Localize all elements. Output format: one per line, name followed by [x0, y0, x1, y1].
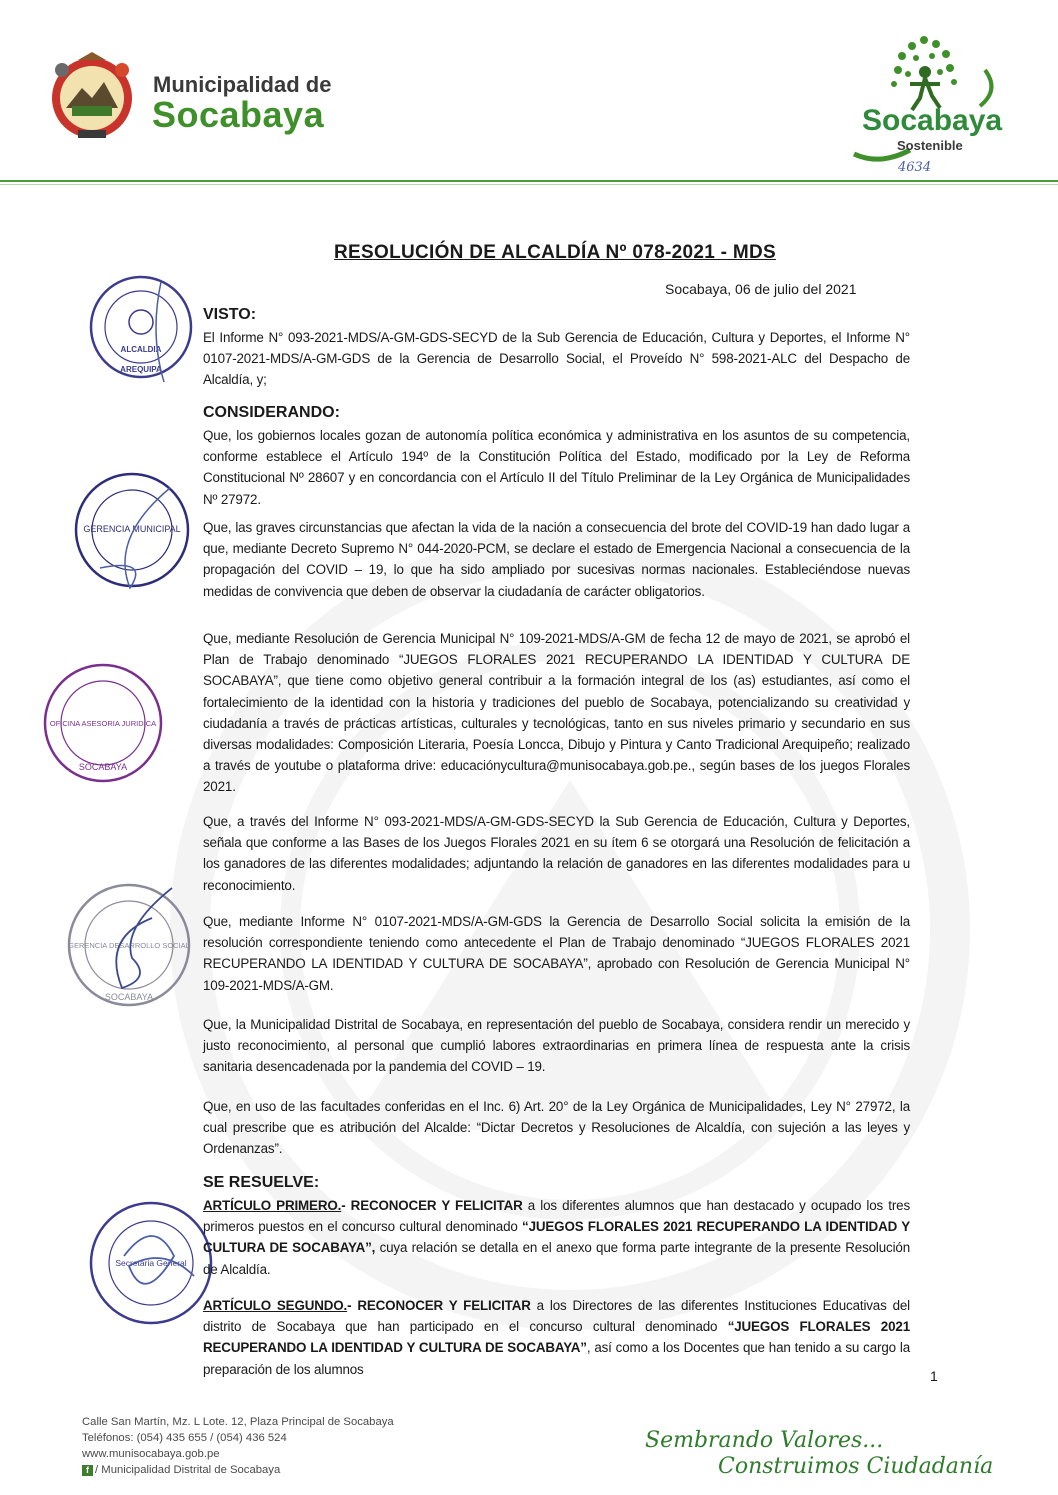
footer-address: Calle San Martín, Mz. L Lote. 12, Plaza Principal de Socabaya: [82, 1416, 394, 1428]
stamp-alcaldia-bottom: AREQUIPA: [120, 365, 162, 374]
org-name-line2: Socabaya: [152, 94, 325, 135]
footer-facebook: / Municipalidad Distrital de Socabaya: [95, 1464, 281, 1476]
considerando-paragraph: Que, mediante Informe N° 0107-2021-MDS/A-GM-GDS la Gerencia de Desarrollo Social solicita la emisión de la resolución correspondiente teniendo como antecedente el Plan de Trabajo denominado “JUEGOS FLORALES 2021 RECUPERANDO LA IDENTIDAD Y CULTURA DE SOCABAYA”, aprobado con Resolución de Gerencia Municipal N° 109-2021-MDS/A-GM.: [203, 914, 910, 993]
stamp-juridica-bottom: SOCABAYA: [78, 762, 128, 772]
art1-action: - RECONOCER Y FELICITAR: [341, 1198, 523, 1213]
stamp-gerencia-municipal: [70, 468, 195, 593]
articulo-primero: [203, 1195, 910, 1280]
footer-phones: Teléfonos: (054) 435 655 / (054) 436 524: [82, 1432, 287, 1444]
art1-text2: cuya relación se detalla en el anexo que forma parte integrante de la presente Resolución de Alcaldía.: [203, 1240, 911, 1277]
footer-contact: [82, 1414, 394, 1478]
stamp-desarrollo-social: [62, 878, 197, 1013]
art1-event: “JUEGOS FLORALES 2021 RECUPERANDO LA IDENTIDAD Y CULTURA DE SOCABAYA”,: [203, 1219, 910, 1256]
slogan-line2: Construimos Ciudadanía: [718, 1454, 994, 1479]
art1-text1: a los diferentes alumnos que han destacado y ocupado los tres primeros puestos en el concurso cultural denominado: [203, 1198, 910, 1235]
municipal-crest-logo: [48, 50, 136, 142]
document-title: RESOLUCIÓN DE ALCALDÍA Nº 078-2021 - MDS: [334, 242, 776, 263]
stamp-alcaldia-center: ALCALDIA: [120, 345, 162, 354]
footer-facebook-row[interactable]: [82, 1462, 394, 1478]
art2-text2: , así como a los Docentes que han tenido a su cargo la preparación de los alumnos: [203, 1340, 910, 1377]
stamp-secretaria-general: [84, 1196, 219, 1331]
stamp-gerencia-center: GERENCIA MUNICIPAL: [83, 524, 181, 534]
considerando-paragraph: Que, en uso de las facultades conferidas en el Inc. 6) Art. 20° de la Ley Orgánica de Municipalidades, Ley N° 27972, la cual prescribe que es atribución del Alcalde: “Dictar Decretos y Resoluciones de Alcaldía, con sujeción a las leyes y Ordenanzas”.: [203, 1099, 910, 1157]
stamp-social-center: GERENCIA DESARROLLO SOCIAL: [68, 941, 190, 950]
header-divider: [0, 180, 1058, 182]
art2-action: - RECONOCER Y FELICITAR: [347, 1298, 531, 1313]
art2-event: “JUEGOS FLORALES 2021 RECUPERANDO LA IDENTIDAD Y CULTURA DE SOCABAYA”: [203, 1319, 910, 1356]
considerando-paragraph: Que, las graves circunstancias que afectan la vida de la nación a consecuencia del brote del COVID-19 han dado lugar a que, mediante Decreto Supremo N° 044-2020-PCM, se declare el estado de Emergencia Nacional a consecuencia de la propagación del COVID – 19, lo que ha sido ampliado por sucesivas normas nacionales. Estableciéndose nuevas medidas de convivencia que deben de observar la ciudadanía de carácter obligatorios.: [203, 520, 910, 599]
considerando-paragraph: Que, mediante Resolución de Gerencia Municipal N° 109-2021-MDS/A-GM de fecha 12 de mayo de 2021, se aprobó el Plan de Trabajo denominado “JUEGOS FLORALES 2021 RECUPERANDO LA IDENTIDAD Y CULTURA DE SOCABAYA”, que tiene como objetivo general contribuir a la formación integral de los (as) estudiantes, así como el fortalecimiento de la identidad con la historia y tradiciones del pueblo de Socabaya, potencializando su creatividad y ciudadanía a través de prácticas artísticas, culturales y tecnológicas, tanto en sus niveles primario y secundario en sus diversas modalidades: Composición Literaria, Poesía Loncca, Dibujo y Pintura y Canto Tradicional Arequipeño; realizado a través de youtube o plataforma drive: educaciónycultura@munisocabaya.gob.pe., según bases de los juegos Florales 2021.: [203, 631, 910, 795]
visto-text: El Informe N° 093-2021-MDS/A-GM-GDS-SECYD de la Sub Gerencia de Educación, Cultura y Deportes, el Informe N° 0107-2021-MDS/A-GM-GDS de la Gerencia de Desarrollo Social, el Proveído N° 598-2021-ALC del Despacho de Alcaldía, y;: [203, 330, 910, 388]
stamp-secretaria-center: Secretaria General: [115, 1258, 187, 1268]
stamp-juridica-center: OFICINA ASESORIA JURIDICA: [49, 719, 157, 728]
page-number: 1: [930, 1368, 938, 1384]
header-divider-secondary: [0, 184, 1058, 185]
sostenible-title: Socabaya: [862, 104, 1003, 137]
art2-text1: a los Directores de las diferentes Instituciones Educativas del distrito de Socabaya que han participado en el concurso cultural denominado: [203, 1298, 910, 1335]
visto-heading: VISTO:: [203, 306, 257, 323]
document-date: Socabaya, 06 de julio del 2021: [665, 281, 857, 297]
considerando-paragraph: Que, la Municipalidad Distrital de Socabaya, en representación del pueblo de Socabaya, considera rendir un merecido y justo reconocimiento, al personal que cumplió labores extraordinarias en primera línea de respuesta ante la crisis sanitaria desencadenada por la pandemia del COVID – 19.: [203, 1017, 910, 1075]
stamp-alcaldia: [86, 272, 196, 382]
org-name-line1: Municipalidad de: [153, 72, 332, 97]
considerando-paragraph: Que, los gobiernos locales gozan de autonomía política económica y administrativa en los asuntos de su competencia, conforme establece el Artículo 194º de la Constitución Política del Estado, modificado por la Ley de Reforma Constitucional Nº 28607 y en concordancia con el Artículo II del Título Preliminar de la Ley Orgánica de Municipalidades Nº 27972.: [203, 428, 910, 507]
handwritten-number: 4634: [898, 160, 932, 175]
considerando-paragraph: Que, a través del Informe N° 093-2021-MDS/A-GM-GDS-SECYD la Sub Gerencia de Educación, Cultura y Deportes, señala que conforme a las Bases de los Juegos Florales 2021 en su ítem 6 se otorgará una Resolución de felicitación a los ganadores de las diferentes modalidades; adjuntando la relación de ganadores en las diferentes modalidades para u reconocimiento.: [203, 814, 910, 893]
articulo-segundo: [203, 1295, 910, 1380]
sostenible-subtitle: Sostenible: [897, 138, 963, 153]
stamp-social-bottom: SOCABAYA: [104, 992, 154, 1002]
footer-website[interactable]: www.munisocabaya.gob.pe: [82, 1448, 220, 1460]
resuelve-heading: SE RESUELVE:: [203, 1174, 320, 1191]
facebook-icon: f: [82, 1465, 93, 1476]
stamp-asesoria-juridica: [38, 658, 168, 788]
art2-title: ARTÍCULO SEGUNDO.: [203, 1298, 348, 1313]
slogan-line1: Sembrando Valores...: [645, 1428, 884, 1453]
art1-title: ARTÍCULO PRIMERO.: [203, 1198, 342, 1213]
considerando-heading: CONSIDERANDO:: [203, 404, 340, 421]
